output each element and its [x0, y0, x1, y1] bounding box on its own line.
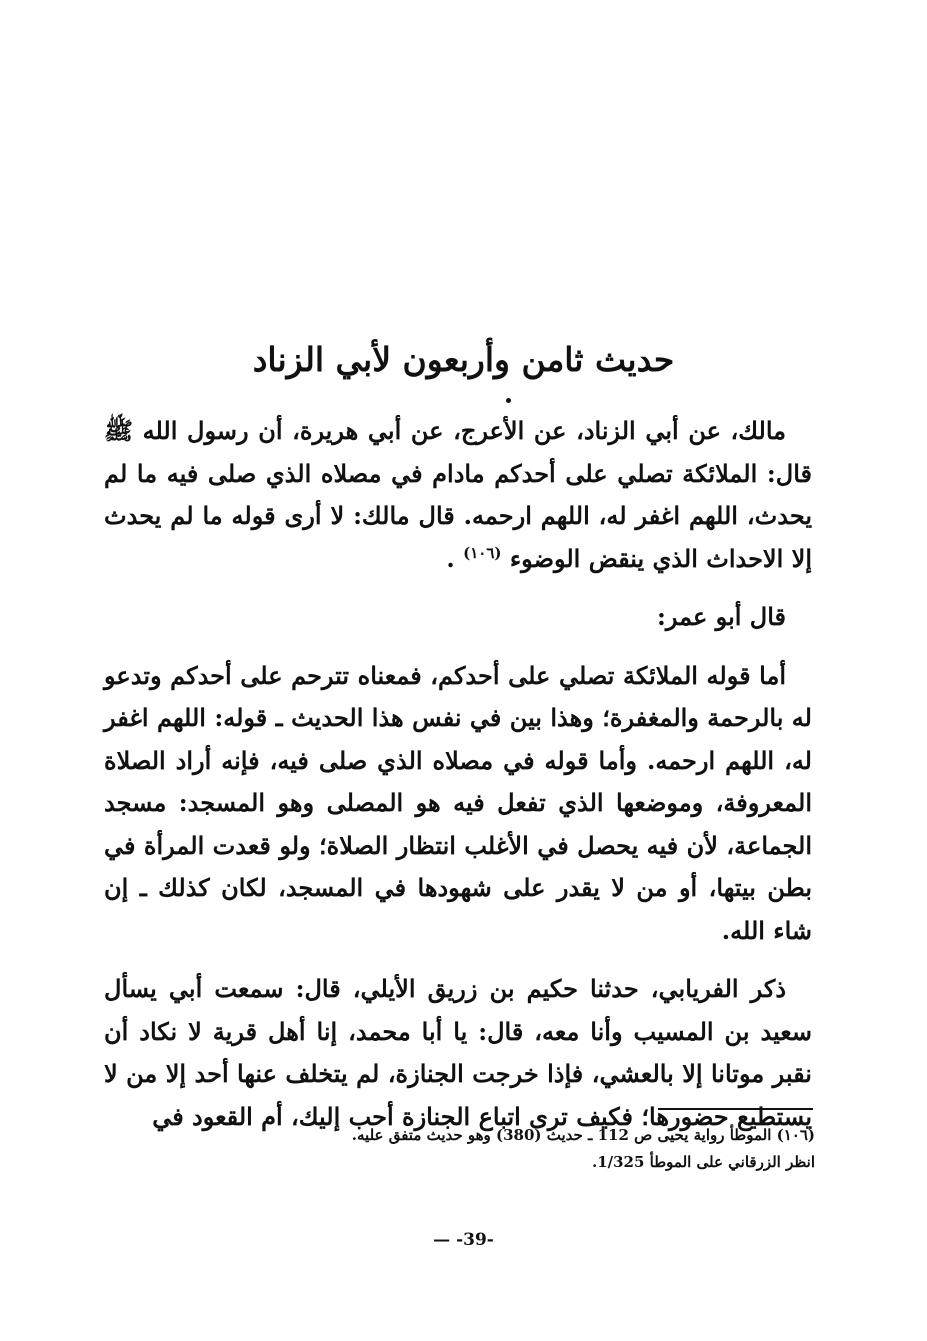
footnote-reference: (١٠٦)	[463, 543, 502, 562]
paragraph-commentary: أما قوله الملائكة تصلي على أحدكم، فمعناه تترحم على أحدكم وتدعو له بالرحمة والمغفرة؛ وهذا بين في نفس هذا الحديث ـ قوله: اللهم اغفر له، اللهم ارحمه. وأما قوله في مصلاه الذي صلى فيه، فإنه أراد الصلاة المعروفة، وموضعها الذي تفعل فيه هو المصلى وهو المسجد: مسجد الجماعة، لأن فيه يحصل في الأغلب انتظار الصلاة؛ ولو قعدت المرأة في بطن بيتها، أو من لا يقدر على شهودها في المسجد، لكان كذلك ـ إن شاء الله.	[104, 660, 812, 945]
paragraph-hadith-end: .	[446, 543, 455, 573]
page-number: — -39-	[433, 1230, 494, 1250]
section-heading: قال أبو عمر:	[657, 602, 786, 631]
footnote-line: انظر الزرقاني على الموطأ 1/325.	[591, 1153, 815, 1171]
footnote-line: (١٠٦) الموطأ رواية يحيى ص 112 ـ حديث (380) وهو حديث متفق عليه.	[351, 1126, 815, 1144]
decorative-dot	[506, 398, 511, 403]
main-text	[104, 410, 812, 1154]
footnotes	[200, 1122, 815, 1176]
page-title: حديث ثامن وأربعون لأبي الزناد	[252, 340, 675, 379]
paragraph-hadith-text: مالك، عن أبي الزناد، عن الأعرج، عن أبي هريرة، أن رسول الله ﷺ قال: الملائكة تصلي على أحدكم مادام في مصلاه الذي صلى فيه ما لم يحدث، اللهم اغفر له، اللهم ارحمه. قال مالك: لا أرى قوله ما لم يحدث إلا الاحداث الذي ينقض الوضوء	[104, 416, 812, 573]
paragraph-hadith	[104, 410, 812, 580]
paragraph-narration: ذكر الفريابي، حدثنا حكيم بن زريق الأيلي، قال: سمعت أبي يسأل سعيد بن المسيب وأنا معه، قال: يا أبا محمد، إنا أهل قرية لا نكاد أن نقبر موتانا إلا بالعشي، فإذا خرجت الجنازة، لم يتخلف عنها أحد إلا من لا يستطيع حضورها؛ فكيف ترى اتباع الجنازة أحب إليك، أم القعود في	[104, 974, 812, 1131]
footnote-separator	[658, 1108, 813, 1110]
